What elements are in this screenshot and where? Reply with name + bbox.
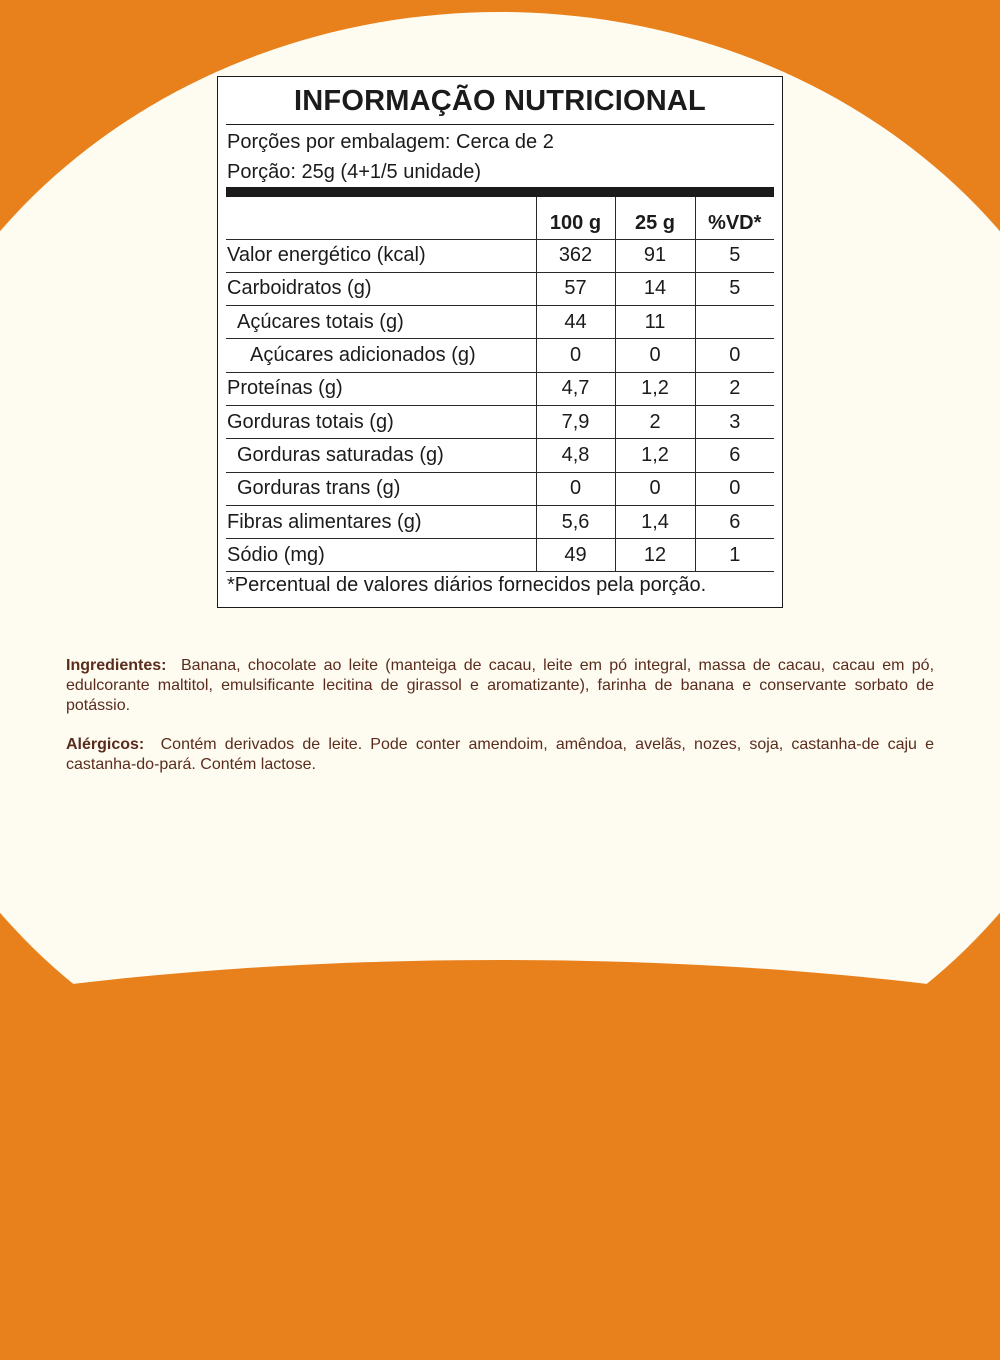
servings-per-package: Porções por embalagem: Cerca de 2 [227,131,554,153]
table-footnote: *Percentual de valores diários fornecidos pela porção. [227,574,707,596]
serving-size: Porção: 25g (4+1/5 unidade) [227,161,482,183]
value-100g: 5,6 [536,505,615,538]
ingredients-label: Ingredientes: [66,657,167,674]
header-empty-cell [226,197,536,239]
ingredients-paragraph [66,656,934,716]
table-row [226,472,774,505]
allergens-text: Contém derivados de leite. Pode conter amendoim, amêndoa, avelãs, nozes, soja, castanha-de caju e castanha-do-pará. Contém lactose. [66,736,935,773]
table-row [226,505,774,538]
value-vd: 3 [695,405,774,438]
orange-bottom-accent [0,960,1000,1360]
value-vd: 5 [695,272,774,305]
table-row [226,405,774,438]
table-row [226,372,774,405]
header-25g: 25 g [615,197,695,239]
title-divider [226,124,774,125]
value-100g: 44 [536,306,615,339]
row-label: Gorduras totais (g) [226,405,536,438]
value-25g: 2 [615,405,695,438]
value-vd: 0 [695,472,774,505]
thick-divider [226,187,774,197]
value-25g: 1,2 [615,372,695,405]
table-row [226,306,774,339]
value-100g: 0 [536,339,615,372]
value-100g: 49 [536,539,615,572]
ingredients-text: Banana, chocolate ao leite (manteiga de cacau, leite em pó integral, massa de cacau, cacau em pó, edulcorante maltitol, emulsificante lecitina de girassol e aromatizante), farinha de banana e conservante sorbato de potássio. [66,657,935,714]
nutrition-facts-panel [217,76,783,608]
value-25g: 12 [615,539,695,572]
value-25g: 14 [615,272,695,305]
row-label: Gorduras trans (g) [226,472,536,505]
value-100g: 0 [536,472,615,505]
value-25g: 1,4 [615,505,695,538]
table-row [226,272,774,305]
row-label: Proteínas (g) [226,372,536,405]
header-vd: %VD* [695,197,774,239]
value-25g: 91 [615,239,695,272]
value-25g: 0 [615,339,695,372]
value-vd: 2 [695,372,774,405]
value-vd: 5 [695,239,774,272]
row-label: Carboidratos (g) [226,272,536,305]
value-25g: 0 [615,472,695,505]
header-100g: 100 g [536,197,615,239]
value-100g: 7,9 [536,405,615,438]
table-row [226,539,774,572]
allergens-label: Alérgicos: [66,736,145,753]
row-label: Açúcares adicionados (g) [226,339,536,372]
value-100g: 4,7 [536,372,615,405]
value-100g: 57 [536,272,615,305]
value-vd: 6 [695,439,774,472]
value-25g: 11 [615,306,695,339]
table-row [226,439,774,472]
row-label: Sódio (mg) [226,539,536,572]
value-vd: 0 [695,339,774,372]
row-label: Fibras alimentares (g) [226,505,536,538]
value-vd [695,306,774,339]
value-100g: 362 [536,239,615,272]
row-label: Valor energético (kcal) [226,239,536,272]
value-25g: 1,2 [615,439,695,472]
value-vd: 6 [695,505,774,538]
row-label: Gorduras saturadas (g) [226,439,536,472]
value-100g: 4,8 [536,439,615,472]
nutrition-table [226,197,774,572]
allergens-paragraph [66,735,934,775]
table-header-row [226,197,774,239]
table-row [226,339,774,372]
value-vd: 1 [695,539,774,572]
table-row [226,239,774,272]
nutrition-title: INFORMAÇÃO NUTRICIONAL [294,85,706,117]
row-label: Açúcares totais (g) [226,306,536,339]
